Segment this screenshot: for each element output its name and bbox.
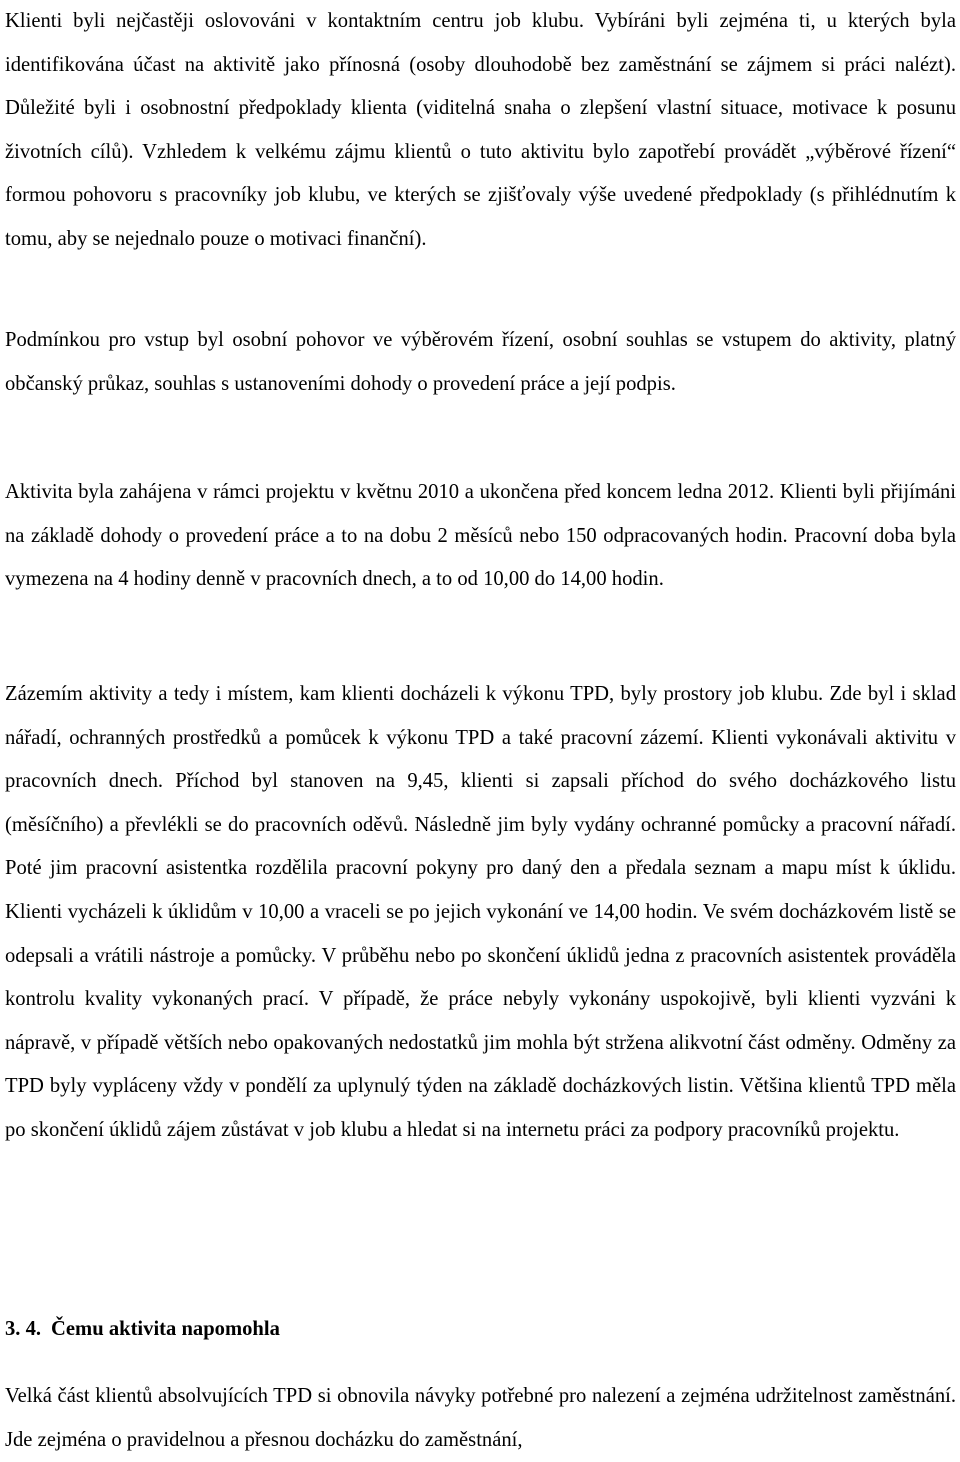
paragraph-activity-period: Aktivita byla zahájena v rámci projektu v květnu 2010 a ukončena před koncem ledna 2012. Klienti byli přijímáni na základě dohody o provedení práce a to na dobu 2 měsíců nebo 150 odpracovaných hodin. Pracovní doba byla vymezena na 4 hodiny denně v pracovních dnech, a to od 10,00 do 14,00 hodin. <box>5 481 956 591</box>
paragraph-activity-background: Zázemím aktivity a tedy i místem, kam klienti docházeli k výkonu TPD, byly prostory job klubu. Zde byl i sklad nářadí, ochranných prostředků a pomůcek k výkonu TPD a také pracovní zázemí. Klienti vykonávali aktivitu v pracovních dnech. Příchod byl stanoven na 9,45, klienti si zapsali příchod do svého docházkového listu (měsíčního) a převlékli se do pracovních oděvů. Následně jim byly vydány ochranné pomůcky a pracovní nářadí. Poté jim pracovní asistentka rozdělila pracovní pokyny pro daný den a předala seznam a mapu míst k úklidu. Klienti vycházeli k úklidům v 10,00 a vraceli se po jejich vykonání ve 14,00 hodin. Ve svém docházkovém listě se odepsali a vrátili nástroje a pomůcky. V průběhu nebo po skončení úklidů jedna z pracovních asistentek prováděla kontrolu kvality vykonaných prací. V případě, že práce nebyly vykonány uspokojivě, byli klienti vyzváni k nápravě, v případě větších nebo opakovaných nedostatků jim mohla být stržena alikvotní část odměny. Odměny za TPD byly vypláceny vždy v pondělí za uplynulý týden na základě docházkových listin. Většina klientů TPD měla po skončení úklidů zájem zůstávat v job klubu a hledat si na internetu práci za podpory pracovníků projektu. <box>5 683 956 1141</box>
paragraph-entry-conditions: Podmínkou pro vstup byl osobní pohovor ve výběrovém řízení, osobní souhlas se vstupem do aktivity, platný občanský průkaz, souhlas s ustanoveními dohody o provedení práce a její podpis. <box>5 329 956 395</box>
section-heading <box>5 1308 280 1352</box>
paragraph-client-selection: Klienti byli nejčastěji oslovováni v kontaktním centru job klubu. Vybíráni byli zejména ti, u kterých byla identifikována účast na aktivitě jako přínosná (osoby dlouhodobě bez zaměstnání se zájmem si práci nalézt). Důležité byli i osobnostní předpoklady klienta (viditelná snaha o zlepšení vlastní situace, motivace k posunu životních cílů). Vzhledem k velkému zájmu klientů o tuto aktivitu bylo zapotřebí provádět „výběrové řízení“ formou pohovoru s pracovníky job klubu, ve kterých se zjišťovaly výše uvedené předpoklady (s přihlédnutím k tomu, aby se nejednalo pouze o motivaci finanční). <box>5 10 956 250</box>
section-number: 3. 4. <box>5 1318 42 1340</box>
paragraph-closing: Velká část klientů absolvujících TPD si obnovila návyky potřebné pro nalezení a zejména udržitelnost zaměstnání. Jde zejména o pravidelnou a přesnou docházku do zaměstnání, <box>5 1385 956 1451</box>
section-title: Čemu aktivita napomohla <box>51 1318 280 1340</box>
